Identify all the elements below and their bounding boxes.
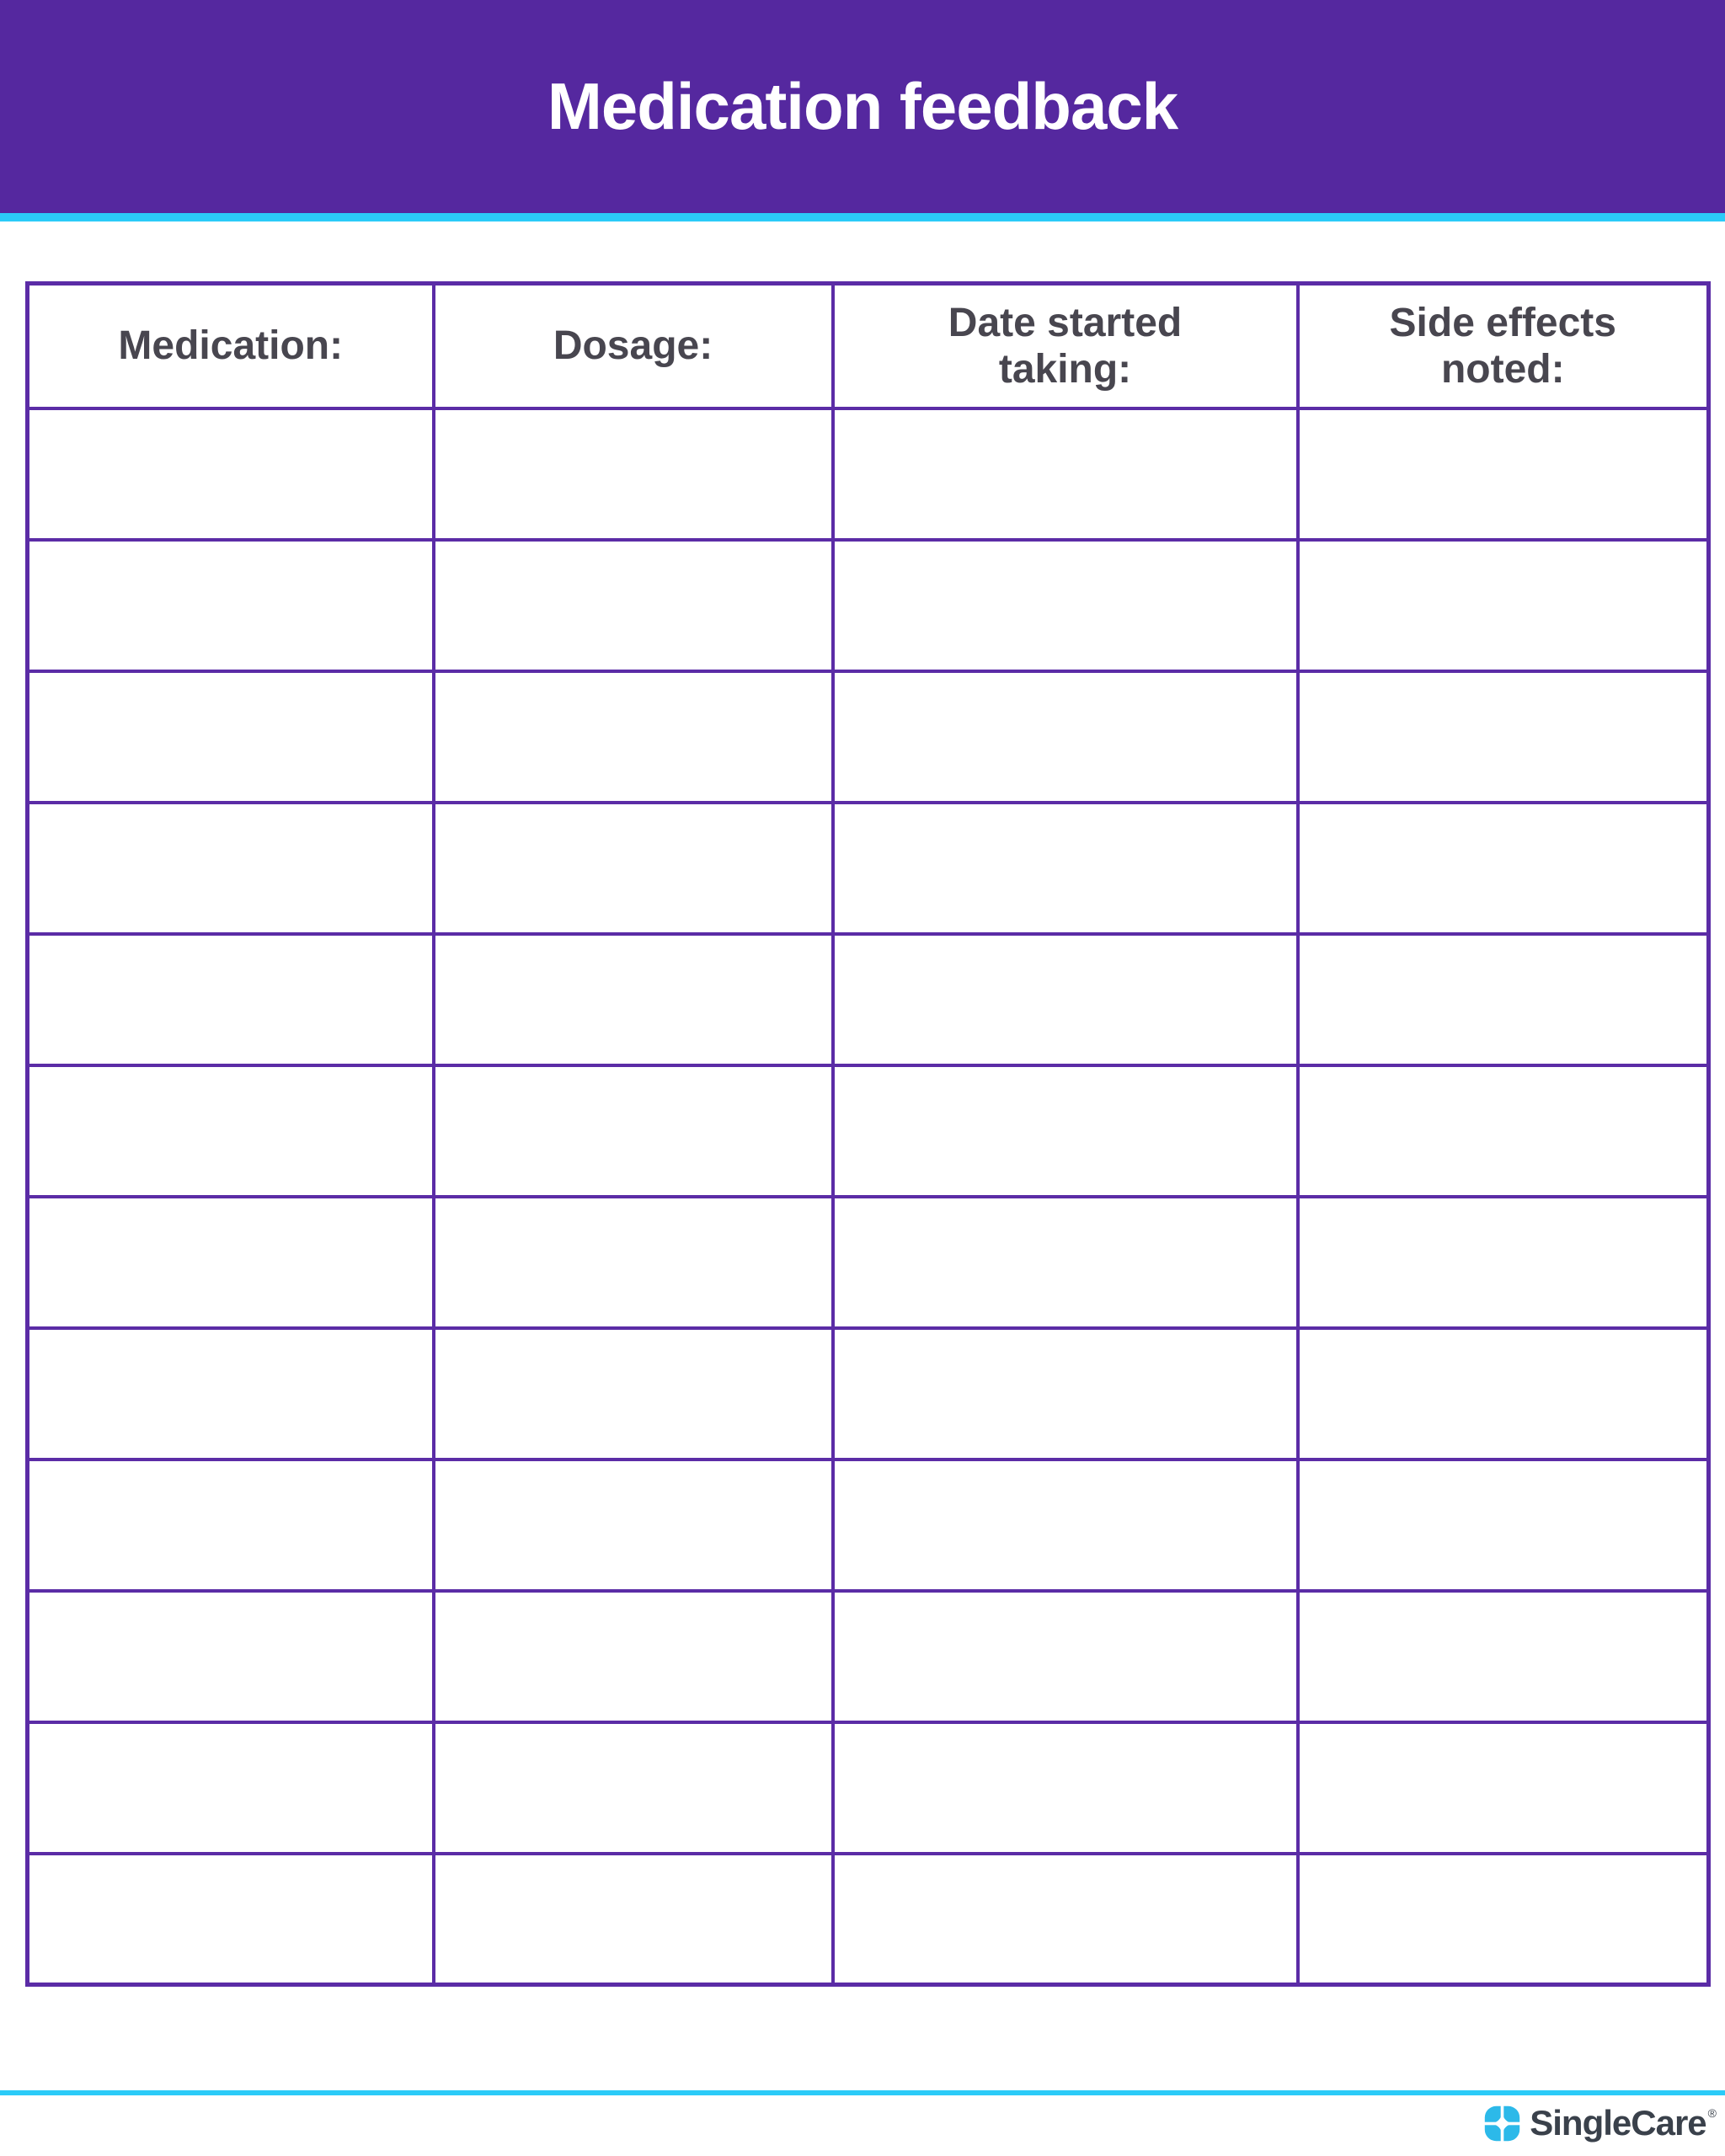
entry-cell[interactable] [833, 1328, 1298, 1460]
table-row [28, 671, 1709, 803]
entry-cell[interactable] [1298, 1854, 1709, 1985]
entry-cell[interactable] [833, 540, 1298, 671]
entry-cell[interactable] [28, 1065, 434, 1197]
entry-cell[interactable] [1298, 408, 1709, 540]
entry-cell[interactable] [28, 671, 434, 803]
entry-cell[interactable] [28, 1460, 434, 1591]
entry-cell[interactable] [28, 1591, 434, 1722]
table-row [28, 408, 1709, 540]
column-header-date-started: Date started taking: [833, 284, 1298, 408]
entry-cell[interactable] [1298, 1460, 1709, 1591]
header-row [28, 284, 1709, 408]
entry-cell[interactable] [1298, 1065, 1709, 1197]
entry-cell[interactable] [28, 803, 434, 934]
entry-cell[interactable] [833, 1722, 1298, 1854]
entry-cell[interactable] [434, 1854, 833, 1985]
table-row [28, 1722, 1709, 1854]
bottom-accent-stripe [0, 2090, 1725, 2095]
table-row [28, 1591, 1709, 1722]
entry-cell[interactable] [28, 1854, 434, 1985]
entry-cell[interactable] [833, 408, 1298, 540]
table-row [28, 1197, 1709, 1328]
entry-cell[interactable] [833, 1591, 1298, 1722]
column-header-dosage: Dosage: [434, 284, 833, 408]
entry-cell[interactable] [28, 1722, 434, 1854]
entry-cell[interactable] [833, 1460, 1298, 1591]
entry-cell[interactable] [1298, 803, 1709, 934]
entry-cell[interactable] [1298, 1328, 1709, 1460]
entry-cell[interactable] [28, 408, 434, 540]
table-row [28, 934, 1709, 1065]
entry-cell[interactable] [1298, 540, 1709, 671]
brand-name: SingleCare [1530, 2103, 1706, 2143]
top-accent-stripe [0, 213, 1725, 221]
table-row [28, 1328, 1709, 1460]
entry-cell[interactable] [1298, 1722, 1709, 1854]
entry-cell[interactable] [28, 540, 434, 671]
header-banner [0, 0, 1725, 213]
table-row [28, 1854, 1709, 1985]
table-row [28, 540, 1709, 671]
singlecare-clover-cross-icon [1483, 2105, 1521, 2143]
entry-cell[interactable] [434, 408, 833, 540]
entry-cell[interactable] [434, 1591, 833, 1722]
table-body [28, 408, 1709, 1985]
entry-cell[interactable] [434, 1065, 833, 1197]
entry-cell[interactable] [434, 540, 833, 671]
entry-cell[interactable] [833, 1065, 1298, 1197]
entry-cell[interactable] [833, 671, 1298, 803]
column-header-medication: Medication: [28, 284, 434, 408]
registered-trademark: ® [1707, 2106, 1717, 2120]
column-header-side-effects: Side effects noted: [1298, 284, 1709, 408]
entry-cell[interactable] [833, 1854, 1298, 1985]
medication-table [25, 281, 1711, 1987]
entry-cell[interactable] [1298, 1197, 1709, 1328]
table-row [28, 1460, 1709, 1591]
entry-cell[interactable] [434, 1328, 833, 1460]
entry-cell[interactable] [28, 1197, 434, 1328]
table-row [28, 1065, 1709, 1197]
entry-cell[interactable] [833, 803, 1298, 934]
entry-cell[interactable] [434, 1460, 833, 1591]
table-row [28, 803, 1709, 934]
entry-cell[interactable] [434, 934, 833, 1065]
entry-cell[interactable] [434, 1197, 833, 1328]
entry-cell[interactable] [833, 934, 1298, 1065]
entry-cell[interactable] [1298, 1591, 1709, 1722]
entry-cell[interactable] [434, 803, 833, 934]
entry-cell[interactable] [434, 671, 833, 803]
entry-cell[interactable] [434, 1722, 833, 1854]
entry-cell[interactable] [28, 1328, 434, 1460]
singlecare-logo [1483, 2103, 1717, 2143]
entry-cell[interactable] [1298, 671, 1709, 803]
table-head [28, 284, 1709, 408]
entry-cell[interactable] [1298, 934, 1709, 1065]
entry-cell[interactable] [833, 1197, 1298, 1328]
page-title: Medication feedback [547, 69, 1178, 143]
entry-cell[interactable] [28, 934, 434, 1065]
